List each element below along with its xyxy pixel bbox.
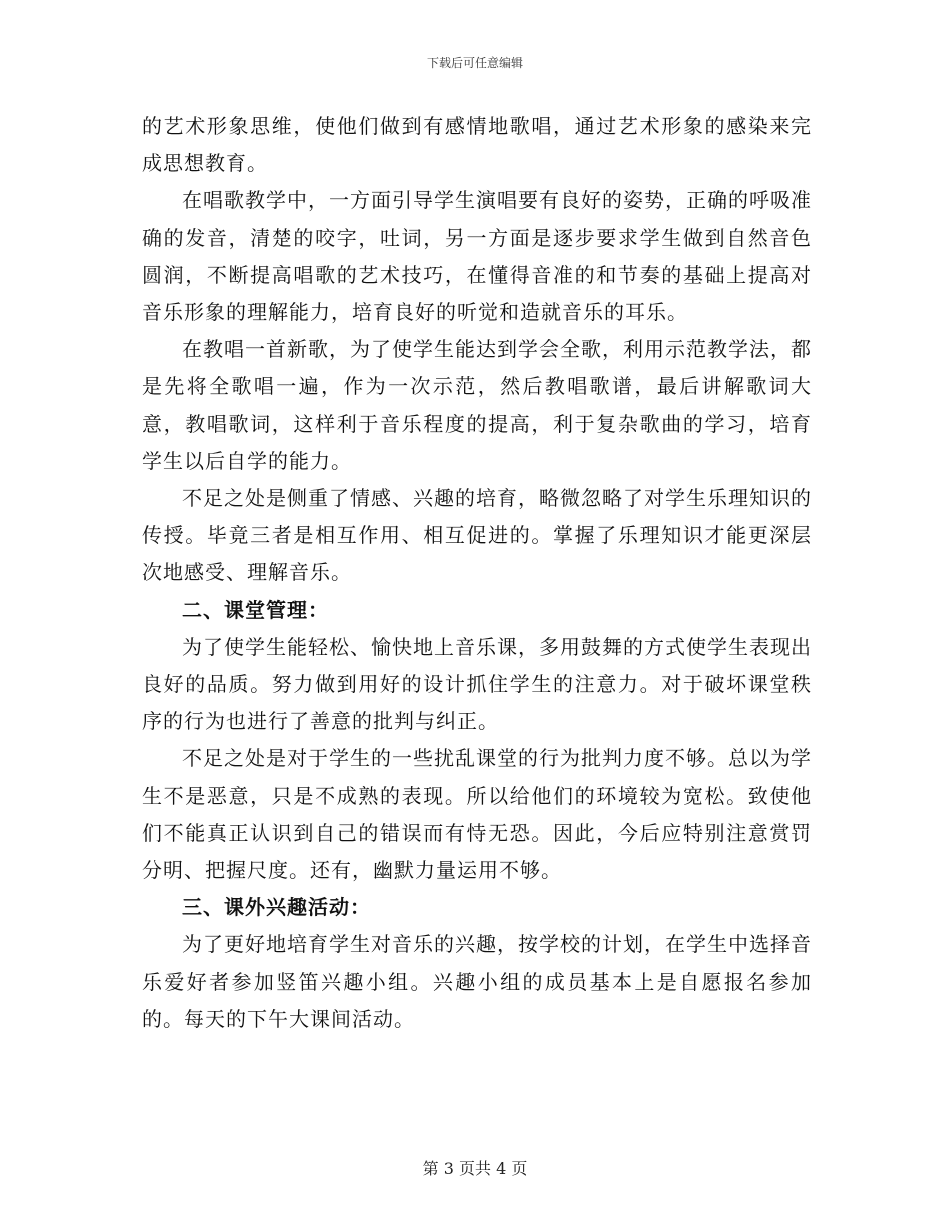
page-header: 下载后可任意编辑 (426, 56, 523, 70)
paragraph-7: 为了更好地培育学生对音乐的兴趣，按学校的计划，在学生中选择音乐爱好者参加竖笛兴趣小组。兴趣小组的成员基本上是自愿报名参加的。每天的下午大课间活动。 (142, 932, 812, 1031)
paragraph-1: 的艺术形象思维，使他们做到有感情地歌唱，通过艺术形象的感染来完成思想教育。 (142, 114, 812, 176)
document-body (142, 108, 812, 1038)
paragraph-5: 为了使学生能轻松、愉快地上音乐课，多用鼓舞的方式使学生表现出良好的品质。努力做到用好的设计抓住学生的注意力。对于破坏课堂秩序的行为也进行了善意的批判与纠正。 (142, 634, 812, 734)
paragraph-3: 在教唱一首新歌，为了使学生能达到学会全歌，利用示范教学法，都是先将全歌唱一遍，作为一次示范，然后教唱歌谱，最后讲解歌词大意，教唱歌词，这样利于音乐程度的提高，利于复杂歌曲的学习，培育学生以后自学的能力。 (142, 337, 812, 473)
paragraph-6: 不足之处是对于学生的一些扰乱课堂的行为批判力度不够。总以为学生不是恶意，只是不成熟的表现。所以给他们的环境较为宽松。致使他们不能真正认识到自己的错误而有恃无恐。因此，今后应特别注意赏罚分明、把握尺度。还有，幽默力量运用不够。 (142, 746, 812, 883)
page-footer: 第 3 页共 4 页 (422, 1159, 528, 1178)
section-heading-extracurricular: 三、课外兴趣活动： (182, 895, 371, 920)
paragraph-4: 不足之处是侧重了情感、兴趣的培育，略微忽略了对学生乐理知识的传授。毕竟三者是相互作用、相互促进的。掌握了乐理知识才能更深层次地感受、理解音乐。 (142, 486, 812, 585)
paragraph-2: 在唱歌教学中，一方面引导学生演唱要有良好的姿势，正确的呼吸准确的发音，清楚的咬字，吐词，另一方面是逐步要求学生做到自然音色圆润，不断提高唱歌的艺术技巧，在懂得音准的和节奏的基础上提高对音乐形象的理解能力，培育良好的听觉和造就音乐的耳乐。 (142, 188, 812, 325)
section-heading-classroom-management: 二、课堂管理： (182, 597, 329, 622)
